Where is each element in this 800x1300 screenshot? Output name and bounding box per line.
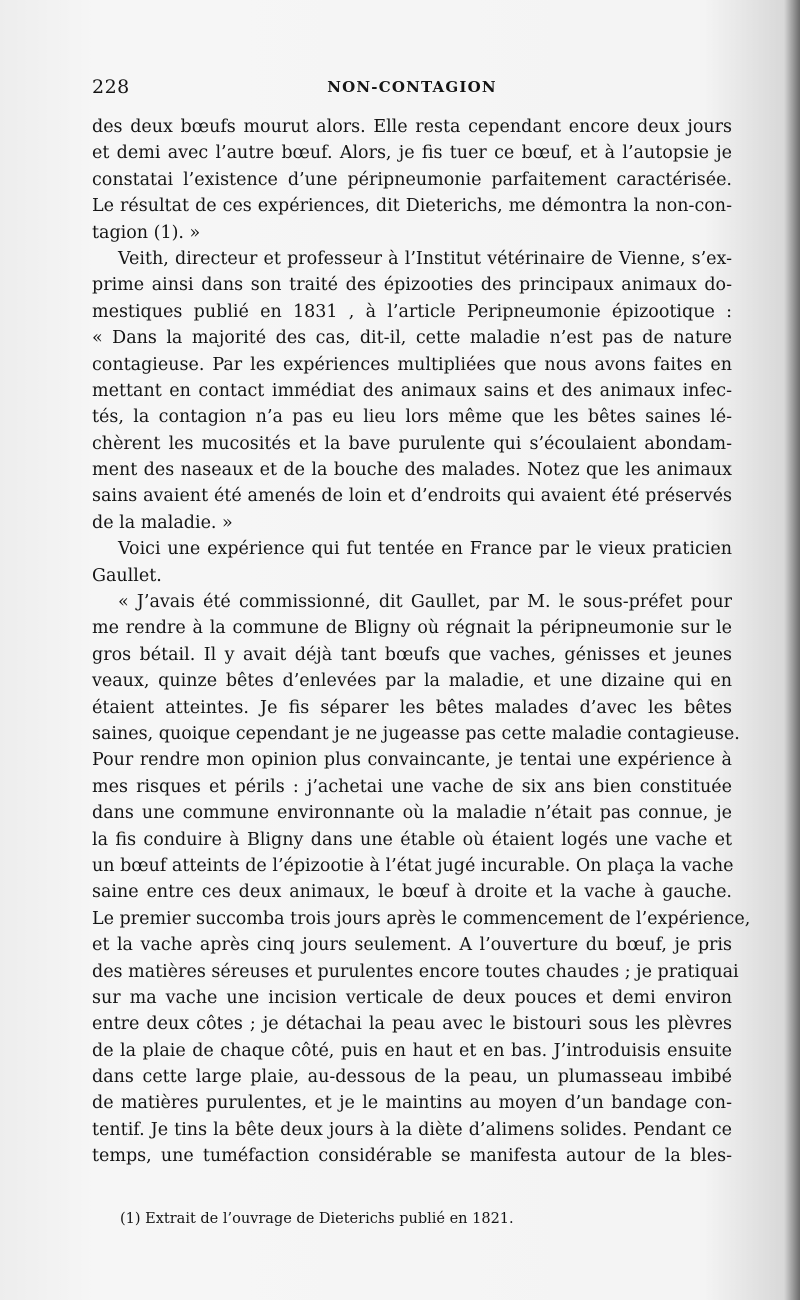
running-title: NON-CONTAGION — [327, 78, 497, 96]
text-line: « Dans la majorité des cas, dit-il, cette maladie n’est pas de nature — [92, 328, 732, 349]
text-line: de la maladie. » — [92, 512, 233, 533]
text-line: tentif. Je tins la bête deux jours à la diète d’alimens solides. Pendant ce — [92, 1119, 732, 1140]
footnote: (1) Extrait de l’ouvrage de Dieterichs publié en 1821. — [120, 1211, 514, 1227]
text-line: mettant en contact immédiat des animaux sains et des animaux infec- — [92, 380, 732, 401]
text-line: Gaullet. — [92, 565, 162, 586]
text-line: mes risques et périls : j’achetai une vache de six ans bien constituée — [92, 776, 732, 797]
text-line: veaux, quinze bêtes d’enlevées par la maladie, et une dizaine qui en — [92, 671, 732, 692]
text-line: Pour rendre mon opinion plus convaincante, je tentai une expérience à — [92, 750, 732, 771]
body-text — [92, 114, 751, 1170]
page-number: 228 — [92, 76, 130, 98]
text-line: un bœuf atteints de l’épizootie à l’état jugé incurable. On plaça la vache — [92, 855, 734, 876]
text-line: des matières séreuses et purulentes encore toutes chaudes ; je pratiquai — [92, 961, 739, 982]
page-header — [92, 76, 732, 108]
text-line: étaient atteintes. Je fis séparer les bêtes malades d’avec les bêtes — [92, 697, 732, 718]
text-line: de la plaie de chaque côté, puis en haut et en bas. J’introduisis ensuite — [92, 1040, 732, 1061]
text-line: tagion (1). » — [92, 222, 201, 243]
text-line: entre deux côtes ; je détachai la peau avec le bistouri sous les plèvres — [92, 1014, 732, 1035]
text-line: constatai l’existence d’une péripneumonie parfaitement caractérisée. — [92, 169, 732, 190]
text-line: dans une commune environnante où la maladie n’était pas connue, je — [92, 803, 732, 824]
text-line: mestiques publié en 1831 , à l’article Peripneumonie épizootique : — [92, 301, 732, 322]
text-line: saine entre ces deux animaux, le bœuf à droite et la vache à gauche. — [92, 882, 732, 903]
text-line: Le résultat de ces expériences, dit Dieterichs, me démontra la non-con- — [92, 196, 732, 217]
text-line: Voici une expérience qui fut tentée en France par le vieux praticien — [118, 539, 732, 560]
text-line: chèrent les mucosités et la bave purulente qui s’écoulaient abondam- — [92, 433, 732, 454]
text-line: des deux bœufs mourut alors. Elle resta cependant encore deux jours — [92, 117, 732, 137]
text-line: saines, quoique cependant je ne jugeasse pas cette maladie contagieuse. — [92, 723, 740, 744]
text-line: tés, la contagion n’a pas eu lieu lors même que les bêtes saines lé- — [92, 407, 732, 428]
text-line: dans cette large plaie, au-dessous de la peau, un plumasseau imbibé — [92, 1067, 732, 1088]
text-line: de matières purulentes, et je le maintins au moyen d’un bandage con- — [92, 1093, 732, 1114]
text-line: Veith, directeur et professeur à l’Institut vétérinaire de Vienne, s’ex- — [118, 248, 732, 269]
text-line: Le premier succomba trois jours après le commencement de l’expérience, — [92, 908, 751, 929]
text-line: sains avaient été amenés de loin et d’endroits qui avaient été préservés — [92, 486, 732, 507]
text-line: gros bétail. Il y avait déjà tant bœufs que vaches, génisses et jeunes — [92, 644, 732, 665]
text-line: me rendre à la commune de Bligny où régnait la péripneumonie sur le — [92, 618, 732, 639]
text-line: « J’avais été commissionné, dit Gaullet, par M. le sous-préfet pour — [118, 592, 732, 613]
text-line: prime ainsi dans son traité des épizooties des principaux animaux do- — [92, 275, 732, 296]
text-line: la fis conduire à Bligny dans une étable où étaient logés une vache et — [92, 829, 732, 850]
text-line: ment des naseaux et de la bouche des malades. Notez que les animaux — [92, 460, 732, 481]
text-line: et demi avec l’autre bœuf. Alors, je fis tuer ce bœuf, et à l’autopsie je — [92, 143, 732, 164]
text-line: temps, une tuméfaction considérable se manifesta autour de la bles- — [92, 1146, 732, 1167]
text-line: sur ma vache une incision verticale de deux pouces et demi environ — [92, 987, 732, 1008]
text-line: et la vache après cinq jours seulement. A l’ouverture du bœuf, je pris — [92, 935, 732, 956]
text-line: contagieuse. Par les expériences multipliées que nous avons faites en — [92, 354, 732, 375]
